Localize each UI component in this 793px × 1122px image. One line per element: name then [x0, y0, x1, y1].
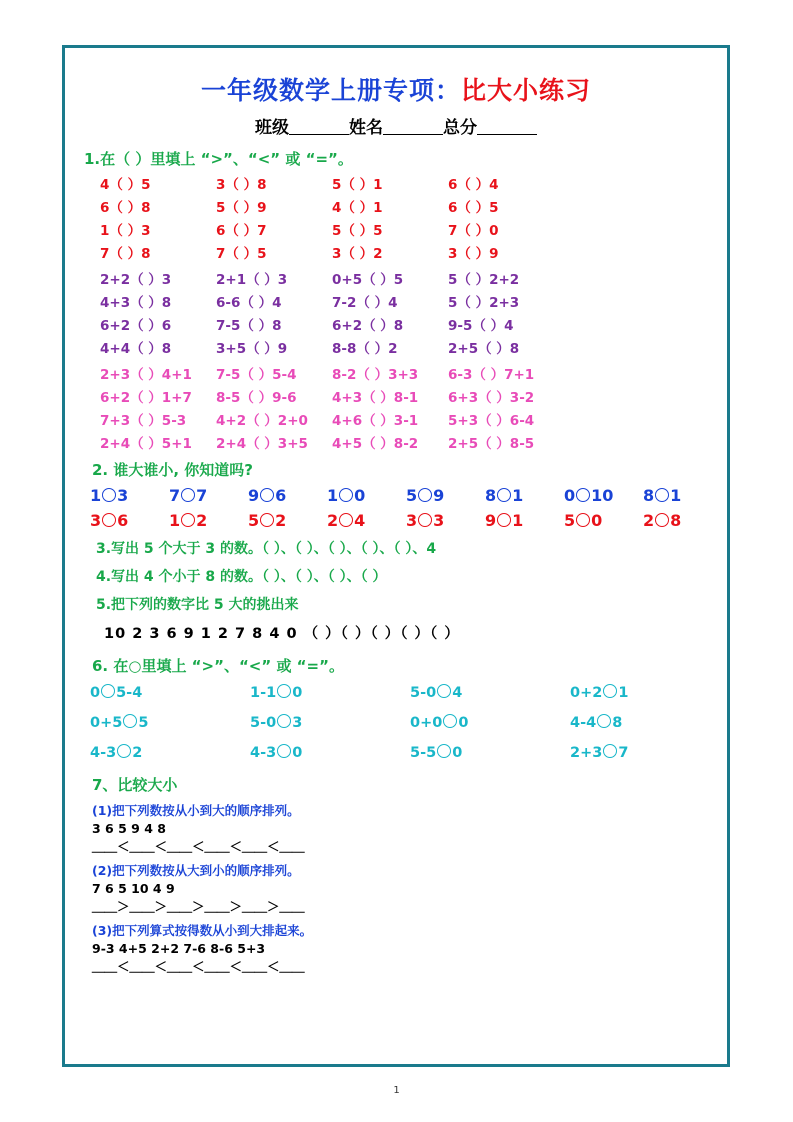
list-item[interactable]: 2+3 7: [570, 745, 629, 761]
list-item[interactable]: 0+5（ ）5: [332, 272, 404, 288]
list-item[interactable]: 5-0 4: [410, 685, 463, 701]
list-item[interactable]: 6（ ）7: [216, 223, 267, 239]
question-7-sub-1: (1)把下列数按从小到大的顺序排列。: [92, 803, 300, 818]
list-item[interactable]: 4+3（ ）8: [100, 295, 172, 311]
student-info-line: [78, 113, 714, 138]
list-item[interactable]: 4（ ）1: [332, 200, 383, 216]
table-row: [100, 173, 720, 193]
circle-blank-icon[interactable]: [603, 744, 617, 758]
circle-blank-icon[interactable]: [277, 744, 291, 758]
list-item[interactable]: 5+3（ ）6-4: [448, 413, 535, 429]
circle-blank-icon[interactable]: [576, 513, 590, 527]
list-item[interactable]: 6+2（ ）6: [100, 318, 172, 334]
list-item[interactable]: 5-5 0: [410, 745, 463, 761]
table-row: [100, 432, 720, 452]
list-item[interactable]: 4+4（ ）8: [100, 341, 172, 357]
list-item[interactable]: 6-3（ ）7+1: [448, 367, 535, 383]
question-7-heading: 7、比较大小: [92, 776, 178, 794]
list-item[interactable]: 8 1: [643, 486, 682, 505]
circle-blank-icon[interactable]: [260, 488, 274, 502]
class-label: 班级: [255, 118, 289, 138]
list-item[interactable]: 7（ ）0: [448, 223, 499, 239]
list-item[interactable]: 5（ ）5: [332, 223, 383, 239]
list-item[interactable]: 2+5（ ）8-5: [448, 436, 535, 452]
table-row: [100, 242, 720, 262]
question-2-heading: 2. 谁大谁小, 你知道吗?: [92, 461, 253, 479]
list-item[interactable]: 0+2 1: [570, 685, 629, 701]
circle-blank-icon[interactable]: [117, 744, 131, 758]
question-5-heading: 5.把下列的数字比 5 大的挑出来: [96, 597, 299, 613]
circle-blank-icon[interactable]: [277, 714, 291, 728]
list-item[interactable]: 1（ ）3: [100, 223, 151, 239]
table-row: [100, 363, 720, 383]
question-7-numbers-3: 9-3 4+5 2+2 7-6 8-6 5+3: [92, 941, 266, 956]
list-item[interactable]: 5-0 3: [250, 715, 303, 731]
page-title: [78, 71, 714, 107]
list-item[interactable]: 3+5（ ）9: [216, 341, 288, 357]
list-item[interactable]: 8-8（ ）2: [332, 341, 398, 357]
circle-blank-icon[interactable]: [497, 488, 511, 502]
page-title-main: 一年级数学上册专项：: [200, 76, 461, 105]
circle-blank-icon[interactable]: [655, 513, 669, 527]
list-item[interactable]: 2+3（ ）4+1: [100, 367, 192, 383]
circle-blank-icon[interactable]: [277, 684, 291, 698]
list-item[interactable]: 7-5（ ）5-4: [216, 367, 297, 383]
circle-blank-icon[interactable]: [102, 488, 116, 502]
list-item[interactable]: 1 2: [169, 511, 208, 530]
name-label: 姓名: [349, 118, 383, 138]
list-item[interactable]: 1 0: [327, 486, 366, 505]
question-7-blanks-1[interactable]: ＿＿＜＿＿＜＿＿＜＿＿＜＿＿＜＿＿: [92, 839, 305, 854]
list-item[interactable]: 0+5 5: [90, 715, 149, 731]
question-1-heading: 1.在（ ）里填上 “>”、“<” 或 “=”。: [84, 150, 353, 168]
list-item[interactable]: 0+0 0: [410, 715, 469, 731]
question-7-blanks-2[interactable]: ＿＿＞＿＿＞＿＿＞＿＿＞＿＿＞＿＿: [92, 899, 305, 914]
list-item[interactable]: 2+4（ ）5+1: [100, 436, 192, 452]
circle-blank-icon[interactable]: [603, 684, 617, 698]
list-item[interactable]: 5（ ）2+2: [448, 272, 520, 288]
question-7-numbers-1: 3 6 5 9 4 8: [92, 821, 166, 836]
list-item[interactable]: 0 10: [564, 486, 614, 505]
list-item[interactable]: 7（ ）5: [216, 246, 267, 262]
list-item[interactable]: 8 1: [485, 486, 524, 505]
list-item[interactable]: 6+2（ ）1+7: [100, 390, 192, 406]
score-label: 总分: [443, 118, 477, 138]
question-6-heading: 6. 在○里填上 “>”、“<” 或 “=”。: [92, 657, 344, 675]
question-7-blanks-3[interactable]: ＿＿＜＿＿＜＿＿＜＿＿＜＿＿＜＿＿: [92, 959, 305, 974]
question-2-row-blue: [90, 486, 730, 505]
list-item[interactable]: 9 6: [248, 486, 287, 505]
list-item[interactable]: 4+5（ ）8-2: [332, 436, 419, 452]
list-item[interactable]: 7-5（ ）8: [216, 318, 282, 334]
list-item[interactable]: 6+3（ ）3-2: [448, 390, 535, 406]
list-item[interactable]: 6（ ）8: [100, 200, 151, 216]
name-blank[interactable]: [383, 118, 443, 135]
list-item[interactable]: 3（ ）9: [448, 246, 499, 262]
circle-blank-icon[interactable]: [418, 513, 432, 527]
list-item[interactable]: 3（ ）8: [216, 177, 267, 193]
table-row: [100, 219, 720, 239]
list-item[interactable]: 7-2（ ）4: [332, 295, 398, 311]
circle-blank-icon[interactable]: [102, 513, 116, 527]
list-item[interactable]: 1-1 0: [250, 685, 303, 701]
list-item[interactable]: 9 1: [485, 511, 524, 530]
question-4-text[interactable]: 4.写出 4 个小于 8 的数。（ ）、（ ）、（ ）、（ ）: [96, 569, 387, 585]
list-item[interactable]: 4-3 2: [90, 745, 143, 761]
list-item[interactable]: 1 3: [90, 486, 129, 505]
list-item[interactable]: 4（ ）5: [100, 177, 151, 193]
table-row: [90, 744, 730, 761]
list-item[interactable]: 8-2（ ）3+3: [332, 367, 419, 383]
question-1-block-purple: [100, 268, 720, 357]
circle-blank-icon[interactable]: [101, 684, 115, 698]
circle-blank-icon[interactable]: [443, 714, 457, 728]
list-item[interactable]: 6+2（ ）8: [332, 318, 404, 334]
question-3-text[interactable]: 3.写出 5 个大于 3 的数。（ ）、（ ）、（ ）、（ ）、（ ）、4: [96, 541, 437, 557]
list-item[interactable]: 2+4（ ）3+5: [216, 436, 308, 452]
table-row: [100, 196, 720, 216]
list-item[interactable]: 2+2（ ）3: [100, 272, 172, 288]
worksheet-content: [62, 45, 730, 1067]
table-row: [100, 314, 720, 334]
list-item[interactable]: 6（ ）4: [448, 177, 499, 193]
table-row: [90, 714, 730, 731]
circle-blank-icon[interactable]: [497, 513, 511, 527]
list-item[interactable]: 6（ ）5: [448, 200, 499, 216]
list-item[interactable]: 5（ ）9: [216, 200, 267, 216]
list-item[interactable]: 5 0: [564, 511, 603, 530]
circle-blank-icon[interactable]: [260, 513, 274, 527]
list-item[interactable]: 4+6（ ）3-1: [332, 413, 419, 429]
list-item[interactable]: 0 5-4: [90, 685, 143, 701]
list-item[interactable]: 2 8: [643, 511, 682, 530]
question-2-row-red: [90, 511, 730, 530]
list-item[interactable]: 4-3 0: [250, 745, 303, 761]
list-item[interactable]: 5（ ）1: [332, 177, 383, 193]
question-7-numbers-2: 7 6 5 10 4 9: [92, 881, 175, 896]
list-item[interactable]: 3 6: [90, 511, 129, 530]
class-blank[interactable]: [289, 118, 349, 135]
table-row: [100, 386, 720, 406]
circle-blank-icon[interactable]: [123, 714, 137, 728]
list-item[interactable]: 2+5（ ）8: [448, 341, 520, 357]
list-item[interactable]: 5 2: [248, 511, 287, 530]
list-item[interactable]: 5 9: [406, 486, 445, 505]
table-row: [90, 684, 730, 701]
circle-blank-icon[interactable]: [655, 488, 669, 502]
circle-blank-icon[interactable]: [181, 513, 195, 527]
circle-blank-icon[interactable]: [339, 513, 353, 527]
circle-blank-icon[interactable]: [181, 488, 195, 502]
question-1-block-red: [100, 173, 720, 262]
list-item[interactable]: 2+1（ ）3: [216, 272, 288, 288]
list-item[interactable]: 7 7: [169, 486, 208, 505]
list-item[interactable]: 3（ ）2: [332, 246, 383, 262]
table-row: [100, 291, 720, 311]
circle-blank-icon[interactable]: [418, 488, 432, 502]
table-row: [100, 409, 720, 429]
list-item[interactable]: 7（ ）8: [100, 246, 151, 262]
question-1-block-pink: [100, 363, 720, 452]
list-item[interactable]: 4-4 8: [570, 715, 623, 731]
list-item[interactable]: 5（ ）2+3: [448, 295, 520, 311]
circle-blank-icon[interactable]: [576, 488, 590, 502]
page-title-accent: 比大小练习: [461, 76, 592, 105]
table-row: [100, 268, 720, 288]
list-item[interactable]: 6-6（ ）4: [216, 295, 282, 311]
list-item[interactable]: 8-5（ ）9-6: [216, 390, 297, 406]
question-7-sub-3: (3)把下列算式按得数从小到大排起来。: [92, 923, 313, 938]
question-6-grid: [90, 684, 730, 761]
table-row: [100, 337, 720, 357]
circle-blank-icon[interactable]: [437, 744, 451, 758]
score-blank[interactable]: [477, 118, 537, 135]
list-item[interactable]: 2 4: [327, 511, 366, 530]
list-item[interactable]: 7+3（ ）5-3: [100, 413, 187, 429]
question-7-sub-2: (2)把下列数按从大到小的顺序排列。: [92, 863, 300, 878]
question-5-numbers[interactable]: 10 2 3 6 9 1 2 7 8 4 0 （ ）（ ）（ ）（ ）（ ）: [104, 626, 460, 642]
list-item[interactable]: 9-5（ ）4: [448, 318, 514, 334]
list-item[interactable]: 4+2（ ）2+0: [216, 413, 308, 429]
circle-blank-icon[interactable]: [597, 714, 611, 728]
circle-blank-icon[interactable]: [437, 684, 451, 698]
list-item[interactable]: 3 3: [406, 511, 445, 530]
circle-blank-icon[interactable]: [339, 488, 353, 502]
page-number: 1: [393, 1085, 400, 1096]
list-item[interactable]: 4+3（ ）8-1: [332, 390, 419, 406]
